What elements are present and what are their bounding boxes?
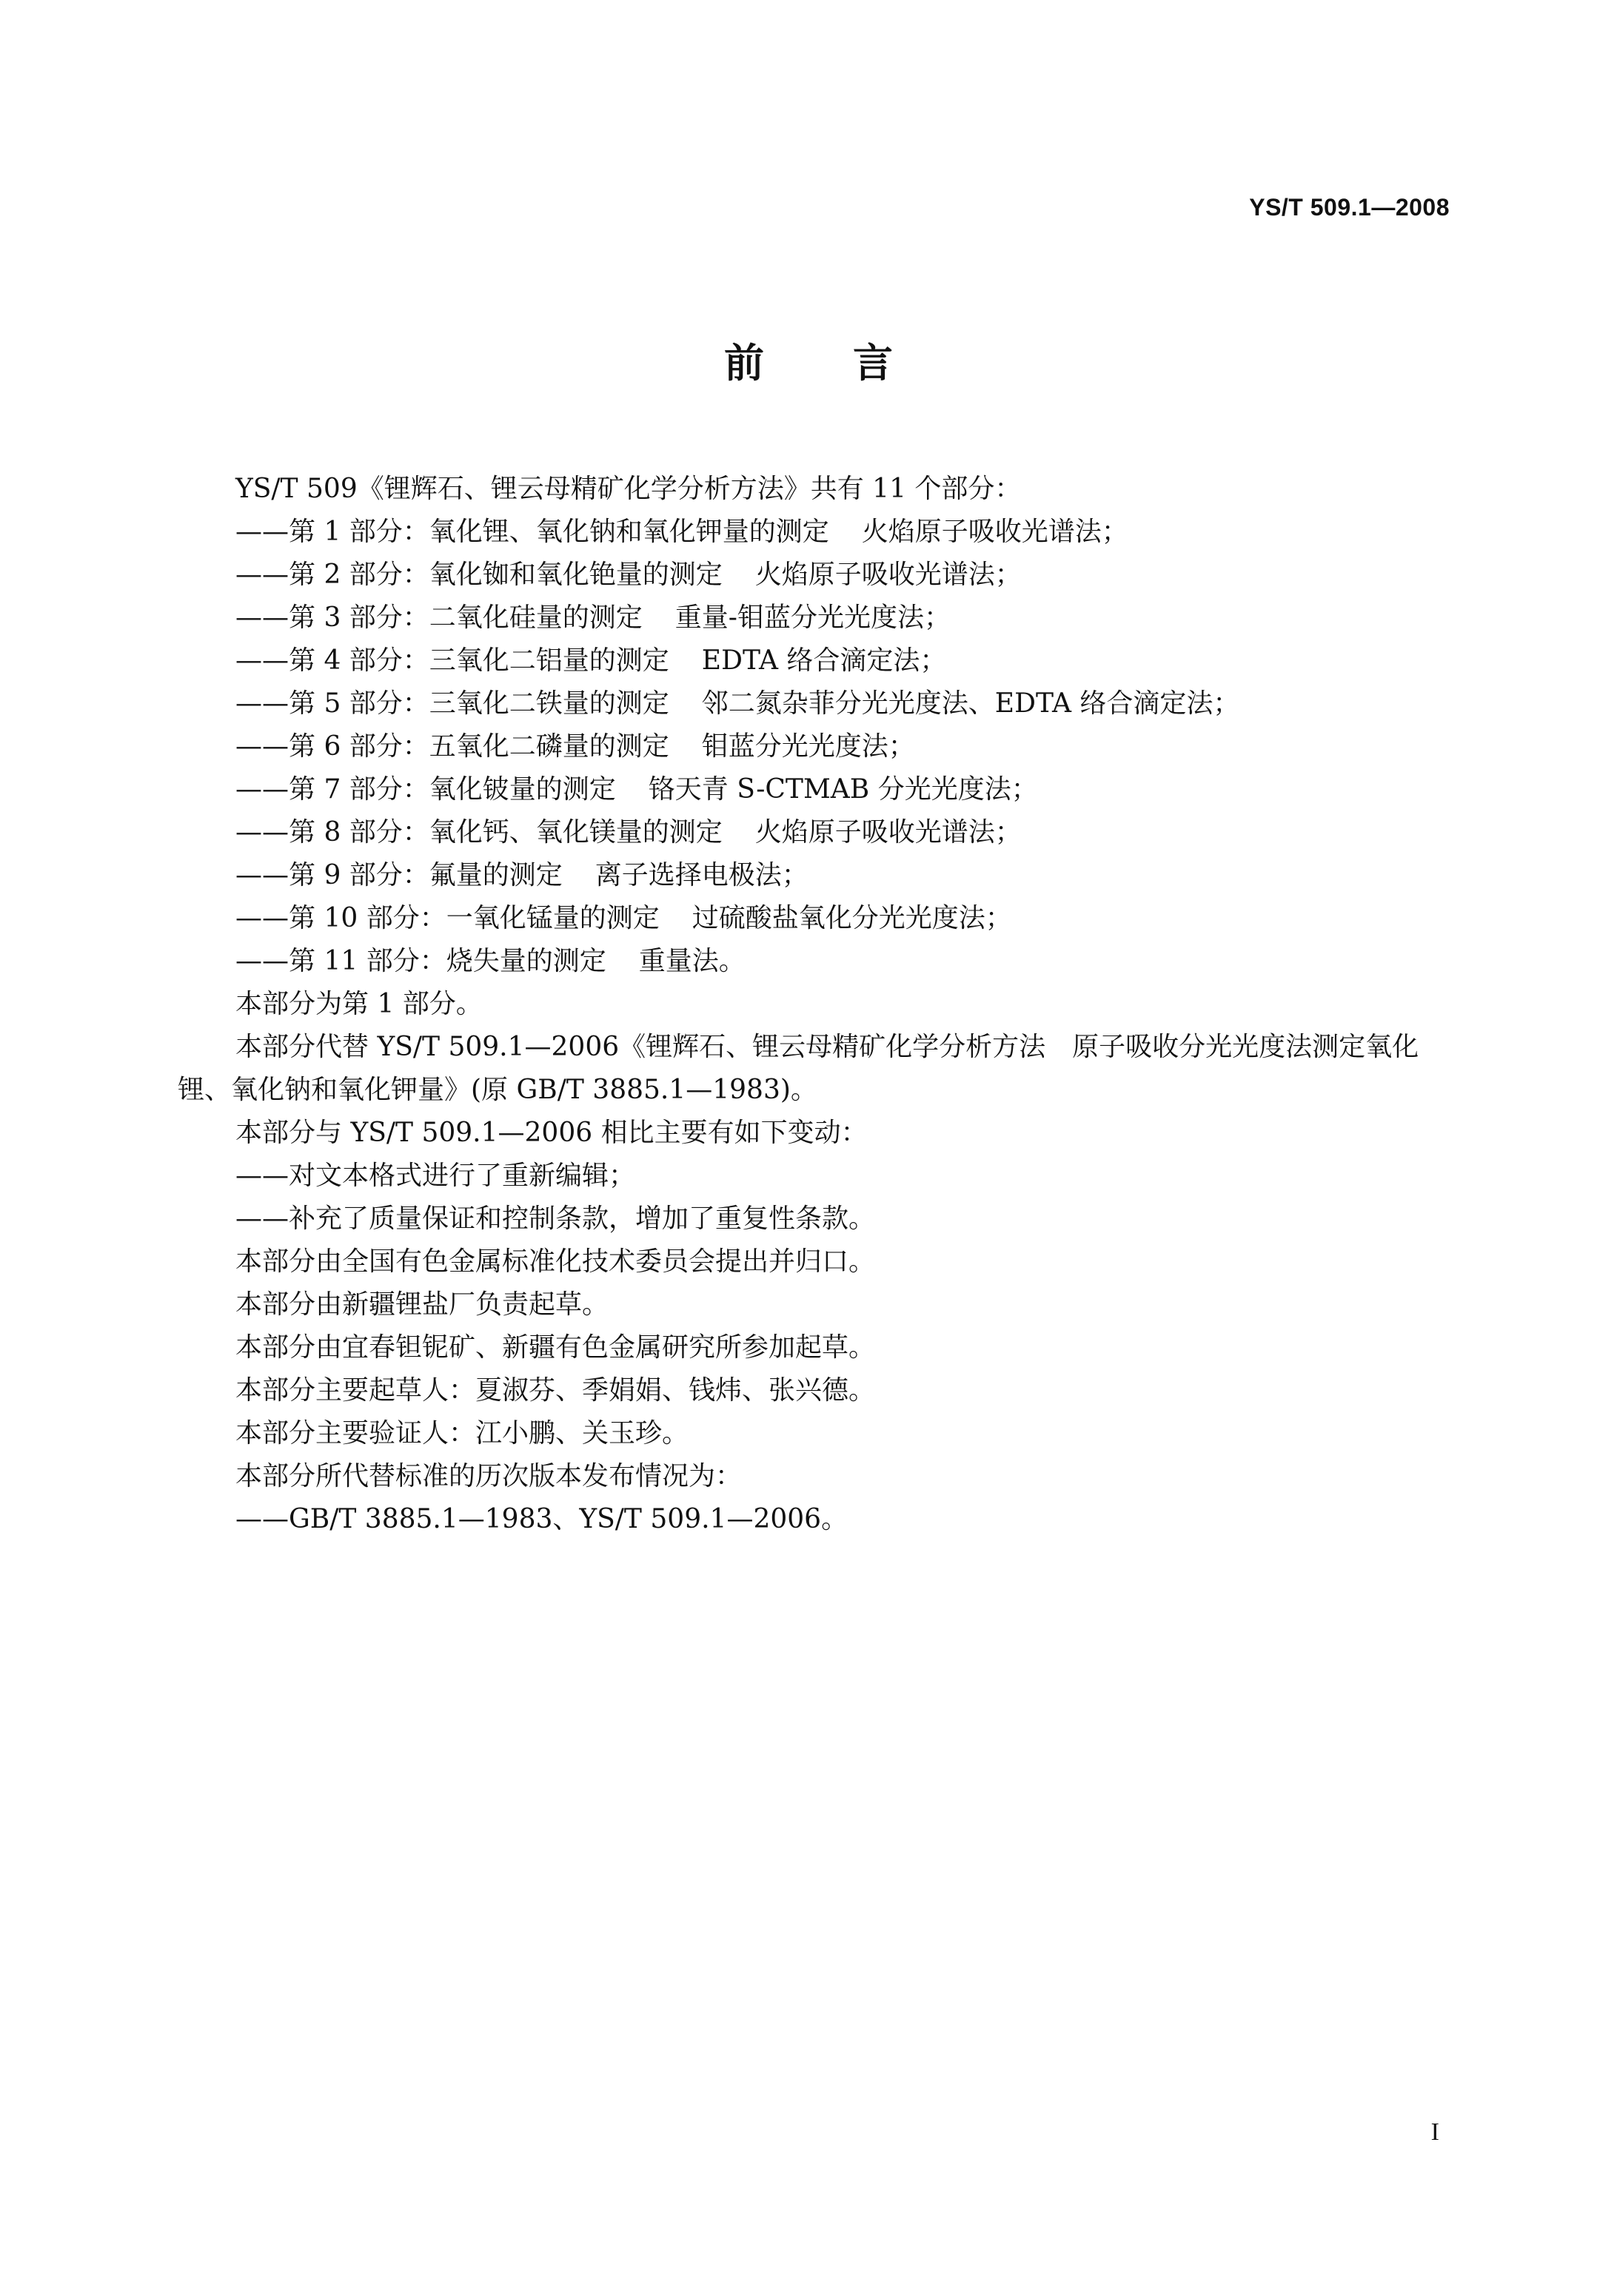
part-method: 重量-钼蓝分光光度法； — [674, 602, 951, 633]
this-part-paragraph: 本部分为第 1 部分。 — [235, 989, 483, 1019]
part-method: 离子选择电极法； — [595, 860, 808, 890]
list-item — [178, 640, 1454, 682]
participants-paragraph: 本部分由宜春钽铌矿、新疆有色金属研究所参加起草。 — [235, 1332, 876, 1363]
part-label: ——第 3 部分：二氧化硅量的测定 — [235, 602, 643, 633]
part-label: ——第 1 部分：氧化锂、氧化钠和氧化钾量的测定 — [235, 517, 829, 547]
part-label: ——第 2 部分：氧化铷和氧化铯量的测定 — [235, 560, 723, 590]
part-label: ——第 9 部分：氟量的测定 — [235, 860, 563, 890]
part-method: 火焰原子吸收光谱法； — [754, 817, 1022, 847]
part-method: 火焰原子吸收光谱法； — [754, 560, 1022, 590]
list-item — [178, 554, 1454, 597]
replaces-paragraph: 本部分代替 YS/T 509.1—2006《锂辉石、锂云母精矿化学分析方法 原子吸收分光光度法测定氧化锂、氧化钠和氧化钾量》(原 GB/T 3885.1—1983)。 — [178, 1032, 1419, 1105]
changes-intro-paragraph: 本部分与 YS/T 509.1—2006 相比主要有如下变动： — [235, 1118, 868, 1148]
history-intro-paragraph: 本部分所代替标准的历次版本发布情况为： — [235, 1461, 743, 1491]
part-method: 火焰原子吸收光谱法； — [861, 517, 1128, 547]
part-method: 重量法。 — [638, 946, 746, 976]
list-item — [178, 597, 1454, 640]
verifiers-paragraph: 本部分主要验证人：江小鹏、关玉珍。 — [235, 1418, 689, 1449]
part-label: ——第 4 部分：三氧化二铝量的测定 — [235, 645, 669, 676]
parts-list — [178, 511, 1454, 983]
list-item — [178, 682, 1454, 725]
page-title: 前言 — [724, 340, 982, 386]
standard-number-header: YS/T 509.1—2008 — [1249, 194, 1450, 221]
list-item — [178, 897, 1454, 940]
part-label: ——第 10 部分：一氧化锰量的测定 — [235, 903, 660, 933]
list-item — [178, 811, 1454, 854]
foreword-body — [178, 468, 1454, 1541]
list-item: ——对文本格式进行了重新编辑； — [235, 1161, 636, 1191]
proposed-by-paragraph: 本部分由全国有色金属标准化技术委员会提出并归口。 — [235, 1246, 876, 1277]
part-method: 邻二氮杂菲分光光度法、EDTA 络合滴定法； — [701, 688, 1240, 719]
list-item — [178, 854, 1454, 897]
list-item — [178, 768, 1454, 811]
part-label: ——第 6 部分：五氧化二磷量的测定 — [235, 731, 669, 762]
part-label: ——第 5 部分：三氧化二铁量的测定 — [235, 688, 669, 719]
list-item — [178, 725, 1454, 768]
part-method: EDTA 络合滴定法； — [701, 645, 947, 676]
part-method: 铬天青 S-CTMAB 分光光度法； — [648, 774, 1038, 805]
main-drafters-paragraph: 本部分主要起草人：夏淑芬、季娟娟、钱炜、张兴德。 — [235, 1375, 876, 1406]
list-item — [178, 511, 1454, 554]
list-item: ——补充了质量保证和控制条款，增加了重复性条款。 — [235, 1204, 876, 1234]
drafted-by-paragraph: 本部分由新疆锂盐厂负责起草。 — [235, 1289, 609, 1320]
history-list-item: ——GB/T 3885.1—1983、YS/T 509.1—2006。 — [235, 1504, 848, 1534]
list-item — [178, 940, 1454, 983]
part-method: 过硫酸盐氧化分光光度法； — [692, 903, 1012, 933]
part-label: ——第 11 部分：烧失量的测定 — [235, 946, 606, 976]
page-number: I — [1430, 2118, 1439, 2146]
part-label: ——第 8 部分：氧化钙、氧化镁量的测定 — [235, 817, 723, 847]
part-method: 钼蓝分光光度法； — [701, 731, 915, 762]
part-label: ——第 7 部分：氧化铍量的测定 — [235, 774, 616, 805]
intro-paragraph: YS/T 509《锂辉石、锂云母精矿化学分析方法》共有 11 个部分： — [235, 474, 1022, 504]
